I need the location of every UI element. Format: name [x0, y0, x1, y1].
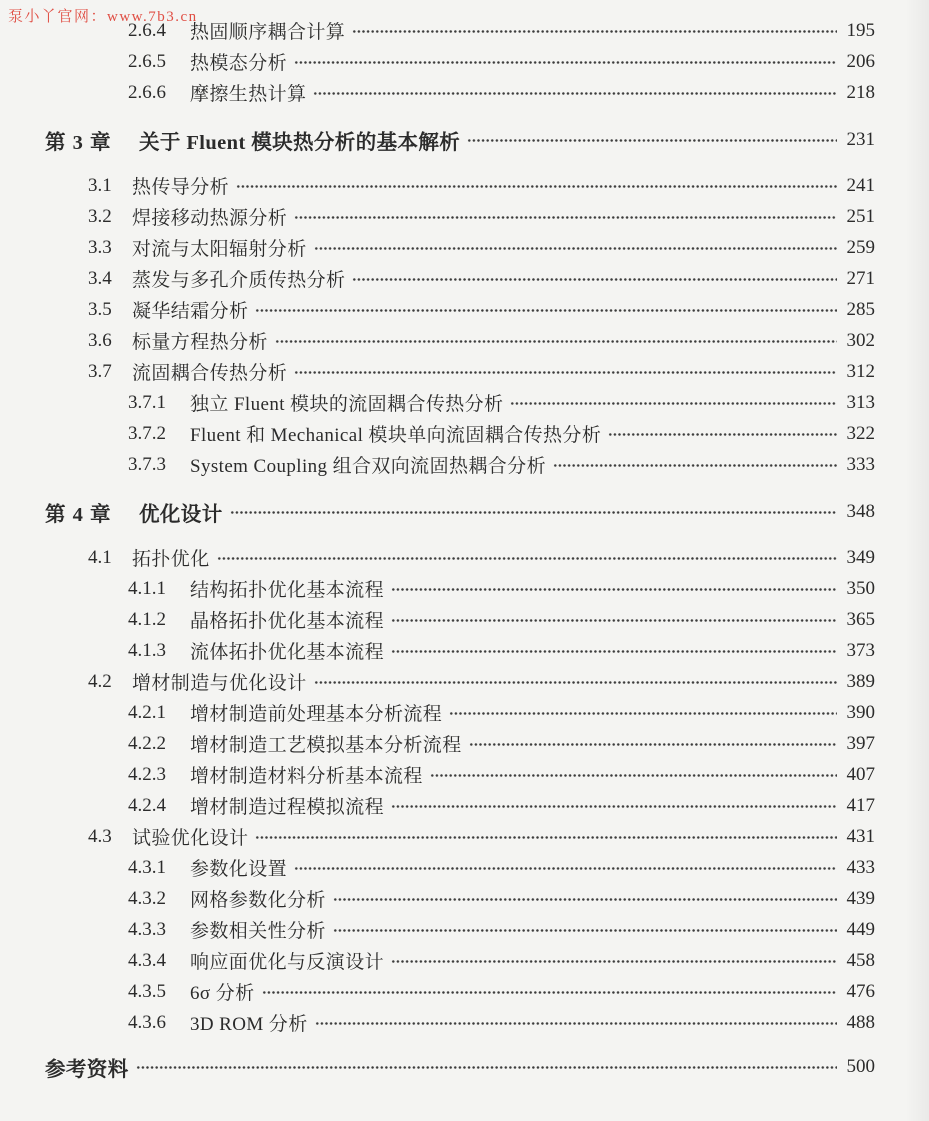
- toc-entry-page: 251: [846, 205, 875, 227]
- toc-entry-title: 热模态分析: [190, 53, 288, 74]
- toc-entry: [0, 496, 875, 527]
- toc-entry-page: 389: [846, 670, 875, 692]
- toc-entry: [0, 759, 875, 790]
- toc-entry-number: 4.2: [88, 670, 112, 692]
- toc-entry-page: 241: [846, 174, 875, 196]
- toc-entry: [0, 356, 875, 387]
- toc-entry-page: 285: [846, 298, 875, 320]
- dot-leader: [314, 673, 837, 692]
- toc-entry-number: 4.1.3: [128, 639, 166, 661]
- toc-entry: [0, 325, 875, 356]
- toc-entry-title: System Coupling 组合双向流固热耦合分析: [190, 456, 546, 477]
- toc-entry-number: 4.2.2: [128, 732, 166, 754]
- toc-entry-number: 4.1.2: [128, 608, 166, 630]
- toc-entry: [0, 852, 875, 883]
- toc-entry-title: 参考资料: [45, 1058, 129, 1081]
- toc-entry-title: 增材制造与优化设计: [132, 673, 307, 694]
- toc-entry-page: 439: [846, 887, 875, 909]
- dot-leader: [262, 983, 838, 1002]
- toc-entry-page: 458: [846, 949, 875, 971]
- toc-entry: [0, 790, 875, 821]
- toc-entry-number: 4.2.4: [128, 794, 166, 816]
- toc-entry-page: 206: [846, 50, 875, 72]
- toc-entry-title: 网格参数化分析: [190, 890, 326, 911]
- scan-edge-shading: [905, 0, 929, 1121]
- toc-entry: [0, 821, 875, 852]
- toc-entry-number: 第 4 章: [45, 503, 112, 526]
- dot-leader: [430, 766, 837, 785]
- toc-entry-title: 增材制造前处理基本分析流程: [190, 704, 443, 725]
- toc-entry-number: 3.7.3: [128, 453, 166, 475]
- dot-leader: [391, 952, 837, 971]
- toc-entry-number: 4.3.4: [128, 949, 166, 971]
- dot-leader: [391, 580, 837, 599]
- toc-entry-number: 3.6: [88, 329, 112, 351]
- toc-entry-page: 333: [846, 453, 875, 475]
- dot-leader: [294, 859, 837, 878]
- toc-entry-title: 热传导分析: [132, 177, 230, 198]
- toc-entry-title: 晶格拓扑优化基本流程: [190, 611, 385, 632]
- toc-entry-number: 第 3 章: [45, 131, 112, 154]
- dot-leader: [294, 208, 837, 227]
- toc-entry-page: 218: [846, 81, 875, 103]
- dot-leader: [314, 239, 837, 258]
- toc-entry-page: 271: [846, 267, 875, 289]
- toc-entry-page: 302: [846, 329, 875, 351]
- toc-entry: [0, 1007, 875, 1038]
- toc-entry-page: 365: [846, 608, 875, 630]
- toc-entry-title: 优化设计: [139, 503, 223, 526]
- toc-entry-number: 4.3: [88, 825, 112, 847]
- watermark-text: 泵小丫官网：www.7b3.cn: [8, 9, 198, 25]
- toc-entry-page: 313: [846, 391, 875, 413]
- toc-entry-number: 4.3.2: [128, 887, 166, 909]
- toc-entry-number: 3.7.2: [128, 422, 166, 444]
- toc-entry-number: 4.3.1: [128, 856, 166, 878]
- toc-entry-title: Fluent 和 Mechanical 模块单向流固耦合传热分析: [190, 425, 602, 446]
- dot-leader: [608, 425, 837, 444]
- toc-entry-number: 4.1.1: [128, 577, 166, 599]
- toc-entry: [0, 666, 875, 697]
- dot-leader: [391, 611, 837, 630]
- toc-entry-number: 2.6.5: [128, 50, 166, 72]
- toc-entry: [0, 542, 875, 573]
- dot-leader: [391, 797, 837, 816]
- toc-entry-title: 独立 Fluent 模块的流固耦合传热分析: [190, 394, 504, 415]
- toc-entry-page: 390: [846, 701, 875, 723]
- toc-entry-number: 2.6.4: [128, 19, 166, 41]
- dot-leader: [352, 22, 837, 41]
- toc-entry-number: 4.3.6: [128, 1011, 166, 1033]
- toc-entry-title: 流固耦合传热分析: [132, 363, 288, 384]
- toc-entry-title: 拓扑优化: [132, 549, 210, 570]
- toc-entry-number: 4.2.1: [128, 701, 166, 723]
- toc-entry: [0, 124, 875, 155]
- toc-entry: [0, 604, 875, 635]
- toc-entry-title: 摩擦生热计算: [190, 84, 307, 105]
- toc-entry-page: 431: [846, 825, 875, 847]
- toc-entry-title: 蒸发与多孔介质传热分析: [132, 270, 346, 291]
- dot-leader: [236, 177, 837, 196]
- toc-entry-title: 流体拓扑优化基本流程: [190, 642, 385, 663]
- toc-entry-page: 449: [846, 918, 875, 940]
- toc-entry-number: 2.6.6: [128, 81, 166, 103]
- toc-entry-page: 350: [846, 577, 875, 599]
- dot-leader: [294, 363, 837, 382]
- toc-entry: [0, 635, 875, 666]
- dot-leader: [217, 549, 837, 568]
- toc-entry: [0, 945, 875, 976]
- toc-entry-title: 结构拓扑优化基本流程: [190, 580, 385, 601]
- toc-entry: [0, 914, 875, 945]
- toc-entry-page: 500: [846, 1055, 875, 1077]
- dot-leader: [333, 921, 837, 940]
- dot-leader: [315, 1014, 837, 1033]
- toc-entry-page: 488: [846, 1011, 875, 1033]
- toc-entry-title: 6σ 分析: [190, 983, 255, 1004]
- toc-entry-title: 标量方程热分析: [132, 332, 268, 353]
- dot-leader: [510, 394, 837, 413]
- toc-entry-page: 312: [846, 360, 875, 382]
- toc-list: [0, 15, 875, 1082]
- dot-leader: [553, 456, 837, 475]
- toc-entry-title: 焊接移动热源分析: [132, 208, 288, 229]
- dot-leader: [467, 131, 837, 150]
- toc-entry-title: 试验优化设计: [132, 828, 249, 849]
- toc-entry: [0, 449, 875, 480]
- toc-entry: [0, 883, 875, 914]
- dot-leader: [255, 828, 837, 847]
- toc-entry: [0, 976, 875, 1007]
- dot-leader: [294, 53, 837, 72]
- dot-leader: [230, 503, 837, 522]
- toc-entry-title: 3D ROM 分析: [190, 1014, 308, 1035]
- dot-leader: [391, 642, 837, 661]
- toc-entry-number: 3.5: [88, 298, 112, 320]
- toc-entry-number: 3.7: [88, 360, 112, 382]
- toc-entry: [0, 573, 875, 604]
- toc-entry-page: 348: [846, 500, 875, 522]
- toc-entry-page: 397: [846, 732, 875, 754]
- toc-entry-title: 增材制造过程模拟流程: [190, 797, 385, 818]
- toc-entry-title: 对流与太阳辐射分析: [132, 239, 307, 260]
- toc-entry-page: 195: [846, 19, 875, 41]
- toc-entry-title: 增材制造工艺模拟基本分析流程: [190, 735, 462, 756]
- toc-entry: [0, 387, 875, 418]
- dot-leader: [333, 890, 837, 909]
- toc-entry: [0, 418, 875, 449]
- toc-entry: [0, 1051, 875, 1082]
- dot-leader: [313, 84, 837, 103]
- toc-entry-title: 热固顺序耦合计算: [190, 22, 346, 43]
- toc-entry-number: 3.3: [88, 236, 112, 258]
- toc-entry-page: 417: [846, 794, 875, 816]
- dot-leader: [469, 735, 837, 754]
- dot-leader: [449, 704, 837, 723]
- toc-entry-page: 231: [846, 128, 875, 150]
- toc-entry-page: 349: [846, 546, 875, 568]
- toc-entry: [0, 170, 875, 201]
- toc-entry-page: 322: [846, 422, 875, 444]
- toc-entry: [0, 263, 875, 294]
- toc-entry-number: 3.4: [88, 267, 112, 289]
- dot-leader: [352, 270, 837, 289]
- toc-entry: [0, 697, 875, 728]
- toc-entry-title: 增材制造材料分析基本流程: [190, 766, 423, 787]
- toc-entry: [0, 77, 875, 108]
- toc-entry-page: 476: [846, 980, 875, 1002]
- dot-leader: [136, 1058, 837, 1077]
- toc-entry: [0, 294, 875, 325]
- toc-entry-title: 响应面优化与反演设计: [190, 952, 385, 973]
- toc-entry-page: 259: [846, 236, 875, 258]
- toc-entry-title: 参数化设置: [190, 859, 288, 880]
- toc-entry-number: 3.1: [88, 174, 112, 196]
- toc-entry-page: 407: [846, 763, 875, 785]
- dot-leader: [275, 332, 837, 351]
- toc-entry-number: 4.3.3: [128, 918, 166, 940]
- toc-entry: [0, 201, 875, 232]
- toc-entry-number: 4.1: [88, 546, 112, 568]
- toc-entry-number: 3.7.1: [128, 391, 166, 413]
- toc-entry-title: 参数相关性分析: [190, 921, 326, 942]
- toc-entry: [0, 232, 875, 263]
- toc-entry: [0, 728, 875, 759]
- toc-entry: [0, 46, 875, 77]
- dot-leader: [255, 301, 837, 320]
- toc-entry-title: 关于 Fluent 模块热分析的基本解析: [139, 131, 461, 154]
- toc-entry-number: 4.2.3: [128, 763, 166, 785]
- toc-entry-number: 4.3.5: [128, 980, 166, 1002]
- toc-entry-number: 3.2: [88, 205, 112, 227]
- toc-entry-page: 373: [846, 639, 875, 661]
- toc-entry-page: 433: [846, 856, 875, 878]
- toc-entry-title: 凝华结霜分析: [132, 301, 249, 322]
